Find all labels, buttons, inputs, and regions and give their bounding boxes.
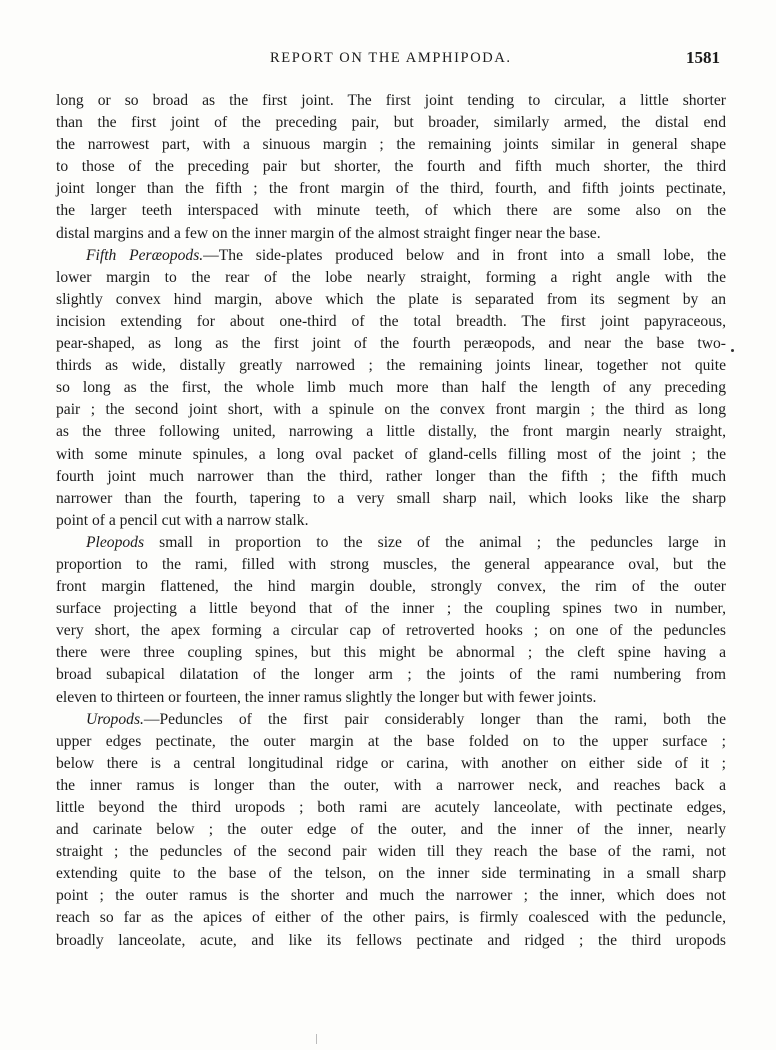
text-line: to those of the preceding pair but shorter, the fourth and fifth much shorter, the third xyxy=(56,158,726,176)
text-line: thirds as wide, distally greatly narrowed ; the remaining joints linear, together not quite xyxy=(56,357,726,375)
text-line: incision extending for about one-third of the total breadth. The first joint papyraceous, xyxy=(56,312,726,330)
text-line: reach so far as the apices of either of the other pairs, is firmly coalesced with the peduncle, xyxy=(56,909,726,927)
text-line: eleven to thirteen or fourteen, the inner ramus slightly the longer but with fewer joints. xyxy=(56,688,597,706)
body-text xyxy=(56,90,726,952)
running-title: REPORT ON THE AMPHIPODA. xyxy=(270,50,512,66)
text-line: broadly lanceolate, acute, and like its fellows pectinate and ridged ; the third uropods xyxy=(56,931,726,949)
text-line: and carinate below ; the outer edge of the outer, and the inner of the inner, nearly xyxy=(56,821,726,839)
text-line: below there is a central longitudinal ridge or carina, with another on either side of it ; xyxy=(56,754,726,772)
text-line: upper edges pectinate, the outer margin at the base folded on to the upper surface ; xyxy=(56,732,726,750)
text-line: pear-shaped, as long as the first joint of the fourth peræopods, and near the base two- xyxy=(56,335,726,353)
text-line: little beyond the third uropods ; both rami are acutely lanceolate, with pectinate edges, xyxy=(56,799,726,816)
text-line: surface projecting a little beyond that of the inner ; the coupling spines two in number, xyxy=(56,600,726,618)
text-line: the narrowest part, with a sinuous margin ; the remaining joints similar in general shape xyxy=(56,136,726,154)
text-line: long or so broad as the first joint. The first joint tending to circular, a little shorter xyxy=(56,92,726,109)
section-heading: Fifth Peræopods. xyxy=(86,246,204,264)
margin-mark xyxy=(731,349,734,352)
gutter-tick xyxy=(316,1034,317,1044)
section-heading: Uropods. xyxy=(86,710,144,728)
text-line: distal margins and a few on the inner margin of the almost straight finger near the base. xyxy=(56,224,601,242)
text-line: than the first joint of the preceding pair, but broader, similarly armed, the distal end xyxy=(56,114,726,132)
page-number: 1581 xyxy=(686,48,720,67)
paragraph-uropods xyxy=(56,709,726,952)
text-line: broad subapical dilatation of the longer arm ; the joints of the rami numbering from xyxy=(56,666,726,684)
running-header xyxy=(0,50,776,74)
text-line: so long as the first, the whole limb much more than half the length of any preceding xyxy=(56,379,726,397)
text-line: straight ; the peduncles of the second pair widen till they reach the base of the rami, not xyxy=(56,843,726,861)
text-line-rest: small in proportion to the size of the animal ; the peduncles large in xyxy=(144,533,726,551)
text-line xyxy=(56,245,726,267)
paragraph-continuation xyxy=(56,90,726,245)
text-line: slightly convex hind margin, above which the plate is separated from its segment by an xyxy=(56,290,726,308)
paragraph-pleopods xyxy=(56,532,726,709)
text-line: point of a pencil cut with a narrow stalk. xyxy=(56,511,309,529)
text-line: there were three coupling spines, but this might be abnormal ; the cleft spine having a xyxy=(56,644,726,662)
text-line-rest: —The side-plates produced below and in front into a small lobe, the xyxy=(203,246,727,264)
text-line: narrower than the fourth, tapering to a very small sharp nail, which looks like the sharp xyxy=(56,489,726,507)
paragraph-fifth-peraeopods xyxy=(56,245,726,532)
text-line-rest: —Peduncles of the first pair considerably longer than the rami, both the xyxy=(143,710,726,728)
text-line xyxy=(56,532,726,554)
text-line: as the three following united, narrowing a little distally, the front margin nearly straight, xyxy=(56,423,726,441)
text-line: the larger teeth interspaced with minute teeth, of which there are some also on the xyxy=(56,202,726,220)
text-line xyxy=(56,709,726,731)
section-heading: Pleopods xyxy=(86,533,145,551)
text-line: front margin flattened, the hind margin double, strongly convex, the rim of the outer xyxy=(56,578,726,596)
text-line: lower margin to the rear of the lobe nearly straight, forming a right angle with the xyxy=(56,268,726,286)
text-line: extending quite to the base of the telson, on the inner side terminating in a small sharp xyxy=(56,865,726,883)
text-line: pair ; the second joint short, with a spinule on the convex front margin ; the third as long xyxy=(56,401,726,419)
text-line: the inner ramus is longer than the outer, with a narrower neck, and reaches back a xyxy=(56,776,726,794)
text-line: point ; the outer ramus is the shorter and much the narrower ; the inner, which does not xyxy=(56,887,726,905)
text-line: with some minute spinules, a long oval packet of gland-cells filling most of the joint ; the xyxy=(56,445,726,463)
text-line: joint longer than the fifth ; the front margin of the third, fourth, and fifth joints pectinate, xyxy=(56,180,726,198)
text-line: fourth joint much narrower than the third, rather longer than the fifth ; the fifth much xyxy=(56,467,726,485)
text-line: very short, the apex forming a circular cap of retroverted hooks ; on one of the peduncles xyxy=(56,622,726,640)
text-line: proportion to the rami, filled with strong muscles, the general appearance oval, but the xyxy=(56,555,726,573)
